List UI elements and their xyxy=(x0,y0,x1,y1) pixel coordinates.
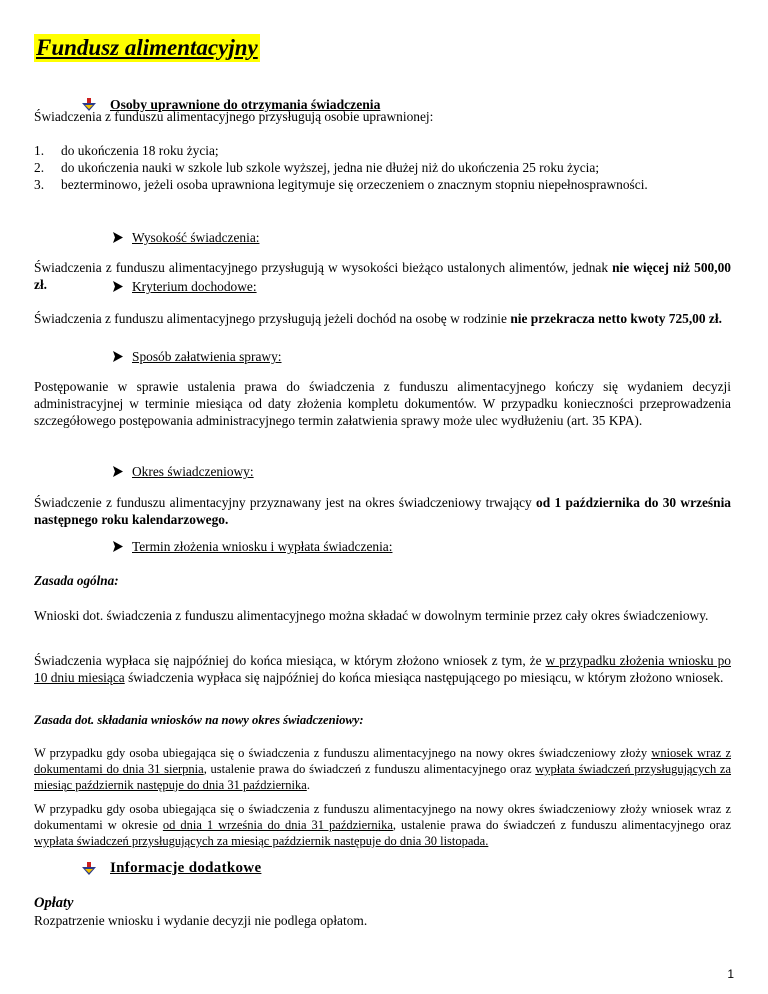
chevron-right-icon xyxy=(113,466,123,477)
subheading-amount xyxy=(113,229,259,246)
subheading-deadline xyxy=(113,538,392,555)
general-rule-text: Wnioski dot. świadczenia z funduszu alimentacyjnego można składać w dowolnym terminie przez cały okres świadczeniowy. xyxy=(34,608,709,623)
document-page xyxy=(34,0,734,994)
procedure-text: Postępowanie w sprawie ustalenia prawa do świadczenia z funduszu alimentacyjnego kończy się wydaniem decyzji administracyjnej w terminie miesiąca od daty złożenia kompletu dokumentów. W przypadku konieczności przeprowadzenia szczegółowego postępowania administracyjnego termin załatwienia sprawy może ulec wydłużeniu (art. 35 KPA). xyxy=(34,379,731,428)
chevron-right-icon xyxy=(113,232,123,243)
subheading-procedure xyxy=(113,348,282,365)
section-heading-additional xyxy=(82,860,261,877)
new-period-rule-label: Zasada dot. składania wniosków na nowy okres świadczeniowy: xyxy=(34,713,364,727)
section-heading-label: Osoby uprawnione do otrzymania świadczenia xyxy=(110,97,381,112)
income-text: Świadczenia z funduszu alimentacyjnego przysługują jeżeli dochód na osobę w rodzinie nie przekracza netto kwoty 725,00 zł. xyxy=(34,311,722,326)
subheading-label: Okres świadczeniowy: xyxy=(132,464,254,479)
subheading-income xyxy=(113,278,257,295)
amount-text: Świadczenia z funduszu alimentacyjnego przysługują w wysokości bieżąco ustalonych alimentów, jednak nie więcej niż 500,00 zł. xyxy=(34,260,731,292)
entitled-list xyxy=(34,142,731,193)
subheading-period xyxy=(113,463,254,480)
subheading-label: Kryterium dochodowe: xyxy=(132,279,257,294)
chevron-right-icon xyxy=(113,281,123,292)
section-heading-label: Informacje dodatkowe xyxy=(110,860,262,876)
subheading-label: Sposób załatwienia sprawy: xyxy=(132,349,282,364)
subheading-label: Wysokość świadczenia: xyxy=(132,230,260,245)
new-period-paragraph-2: W przypadku gdy osoba ubiegająca się o świadczenia z funduszu alimentacyjnego na nowy okres świadczeniowy złoży wniosek wraz z dokumentami w okresie od dnia 1 września do dnia 31 października, ustalenie prawa do świadczeń z funduszu alimentacyjnego oraz wypłata świadczeń przysługujących za miesiąc październik następuje do dnia 30 listopada. xyxy=(34,802,732,848)
period-text: Świadczenie z funduszu alimentacyjny przyznawany jest na okres świadczeniowy trwający od 1 października do 30 września następnego roku kalendarzowego. xyxy=(34,495,731,527)
list-item: 3. bezterminowo, jeżeli osoba uprawniona legitymuje się orzeczeniem o znacznym stopniu niepełnosprawności. xyxy=(34,177,648,192)
general-rule-label: Zasada ogólna: xyxy=(34,573,119,588)
payment-text: Świadczenia wypłaca się najpóźniej do końca miesiąca, w którym złożono wniosek z tym, że w przypadku złożenia wniosku po 10 dniu miesiąca świadczenia wypłaca się najpóźniej do końca miesiąca następującego po miesiącu, w którym złożono wniosek. xyxy=(34,653,731,685)
new-period-paragraph-1: W przypadku gdy osoba ubiegająca się o świadczenia z funduszu alimentacyjnego na nowy okres świadczeniowy złoży wniosek wraz z dokumentami do dnia 31 sierpnia, ustalenie prawa do świadczeń z funduszu alimentacyjnego oraz wypłata świadczeń przysługujących za miesiąc październik następuje do dnia 31 października. xyxy=(34,746,732,792)
four-color-arrow-icon xyxy=(82,862,96,876)
entitled-intro: Świadczenia z funduszu alimentacyjnego przysługują osobie uprawnionej: xyxy=(34,109,434,124)
fees-label: Opłaty xyxy=(34,895,74,911)
page-title: Fundusz alimentacyjny xyxy=(36,35,258,60)
chevron-right-icon xyxy=(113,351,123,362)
list-item: 1. do ukończenia 18 roku życia; xyxy=(34,143,219,158)
fees-text: Rozpatrzenie wniosku i wydanie decyzji nie podlega opłatom. xyxy=(34,913,368,928)
chevron-right-icon xyxy=(113,541,123,552)
subheading-label: Termin złożenia wniosku i wypłata świadczenia: xyxy=(132,539,393,554)
page-number: 1 xyxy=(727,967,734,981)
list-item: 2. do ukończenia nauki w szkole lub szkole wyższej, jedna nie dłużej niż do ukończenia 25 roku życia; xyxy=(34,160,600,175)
